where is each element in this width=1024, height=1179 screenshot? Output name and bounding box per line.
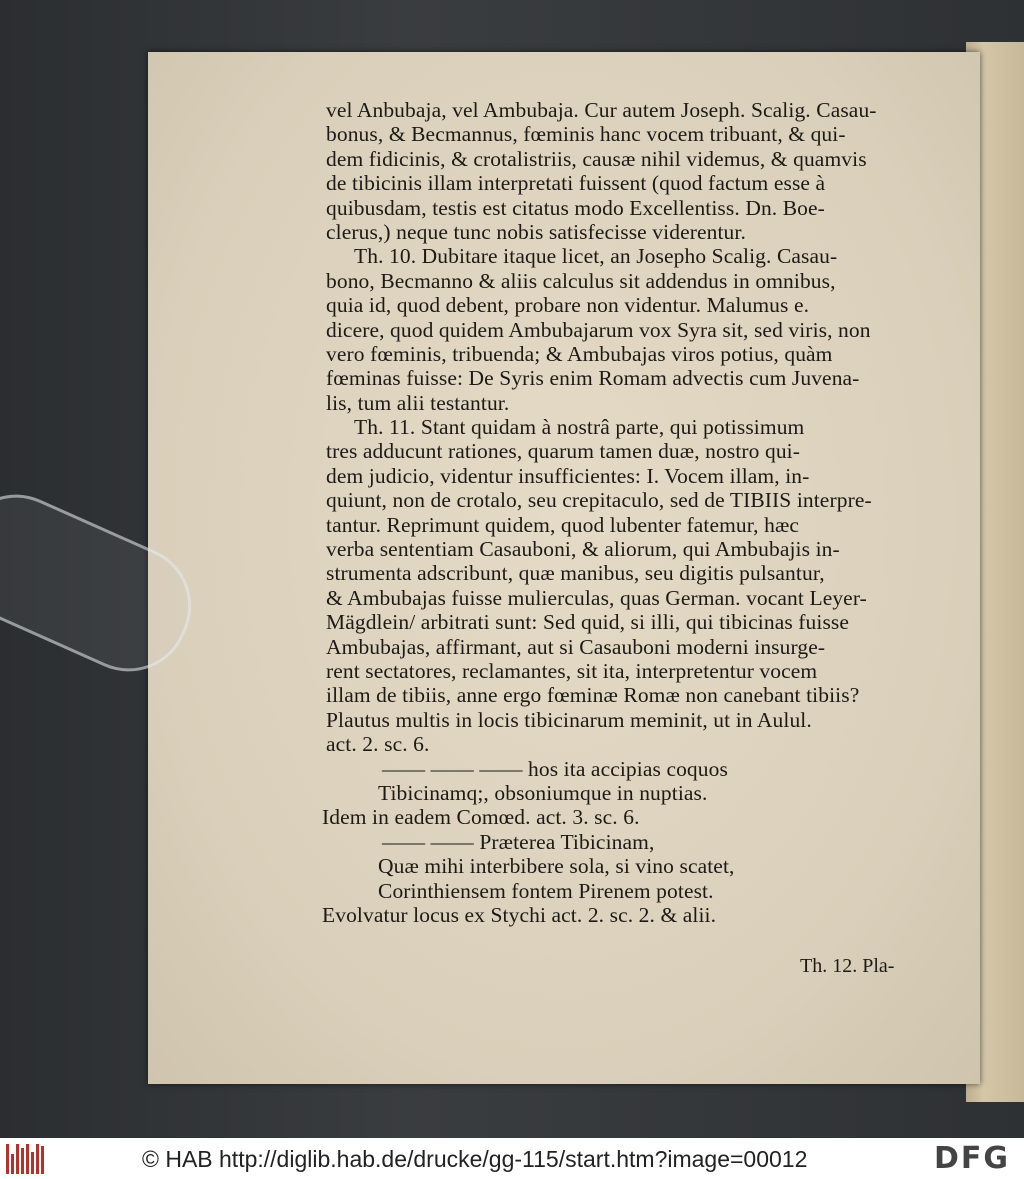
text-line: illam de tibiis, anne ergo fœminæ Romæ non canebant tibiis? (326, 683, 860, 708)
page-text (322, 98, 910, 927)
text-line: quibusdam, testis est citatus modo Excellentiss. Dn. Boe- (326, 195, 825, 220)
text-line: quiunt, non de crotalo, seu crepitaculo, sed de TIBIIS interpre- (326, 488, 872, 513)
text-line: lis, tum alii testantur. (326, 390, 510, 415)
hab-logo-icon (6, 1144, 46, 1174)
verse-line: Tibicinamq;, obsoniumque in nuptias. (378, 780, 708, 805)
text-line: de tibicinis illam interpretati fuissent (quod factum esse à (326, 171, 826, 196)
verse-line: —— —— Præterea Tibicinam, (382, 829, 655, 854)
text-line: quia id, quod debent, probare non videntur. Malumus e. (326, 293, 810, 318)
text-line: tantur. Reprimunt quidem, quod lubenter fatemur, hæc (326, 512, 800, 537)
text-line: fœminas fuisse: De Syris enim Romam advectis cum Juvena- (326, 366, 860, 391)
text-line: vel Anbubaja, vel Ambubaja. Cur autem Joseph. Scalig. Casau- (326, 98, 877, 122)
verse-line: Quæ mihi interbibere sola, si vino scatet, (378, 854, 735, 879)
text-line: bonus, & Becmannus, fœminis hanc vocem tribuant, & qui- (326, 122, 846, 147)
text-line: clerus,) neque tunc nobis satisfecisse viderentur. (326, 219, 746, 244)
text-line: & Ambubajas fuisse mulierculas, quas German. vocant Leyer- (326, 585, 867, 610)
text-line: bono, Becmanno & aliis calculus sit addendus in omnibus, (326, 268, 836, 293)
text-line: strumenta adscribunt, quæ manibus, seu digitis pulsantur, (326, 561, 825, 586)
text-line: Plautus multis in locis tibicinarum meminit, ut in Aulul. (326, 707, 812, 732)
text-line: Ambubajas, affirmant, aut si Casauboni moderni insurge- (326, 634, 826, 659)
footer-credit-link[interactable]: © HAB http://diglib.hab.de/drucke/gg-115/start.htm?image=00012 (142, 1146, 808, 1172)
text-line: vero fœminis, tribuenda; & Ambubajas viros potius, quàm (326, 341, 833, 366)
text-line: rent sectatores, reclamantes, sit ita, interpretentur vocem (326, 658, 818, 683)
catchword: Th. 12. Pla- (800, 955, 895, 977)
thesis-11-start: Th. 11. Stant quidam à nostrâ parte, qui potissimum (354, 415, 805, 440)
verse-line: —— —— —— hos ita accipias coquos (382, 756, 728, 781)
text-line: dem fidicinis, & crotalistriis, causæ nihil videmus, & quamvis (326, 146, 867, 171)
dfg-logo: DFG (934, 1141, 1011, 1176)
thesis-10-start: Th. 10. Dubitare itaque licet, an Josepho Scalig. Casau- (354, 244, 838, 269)
text-line: dicere, quod quidem Ambubajarum vox Syra sit, sed viris, non (326, 317, 871, 342)
text-line: dem judicio, videntur insufficientes: I. Vocem illam, in- (326, 463, 810, 488)
text-line: tres adducunt rationes, quarum tamen duæ, nostro qui- (326, 439, 801, 464)
reference-line: Idem in eadem Comœd. act. 3. sc. 6. (322, 805, 640, 830)
text-line: verba sententiam Casauboni, & aliorum, qui Ambubajis in- (326, 537, 840, 562)
final-line: Evolvatur locus ex Stychi act. 2. sc. 2. & alii. (322, 902, 717, 927)
text-line: act. 2. sc. 6. (326, 732, 430, 757)
verse-line: Corinthiensem fontem Pirenem potest. (378, 878, 714, 903)
text-line: Mägdlein/ arbitrati sunt: Sed quid, si illi, qui tibicinas fuisse (326, 610, 850, 635)
